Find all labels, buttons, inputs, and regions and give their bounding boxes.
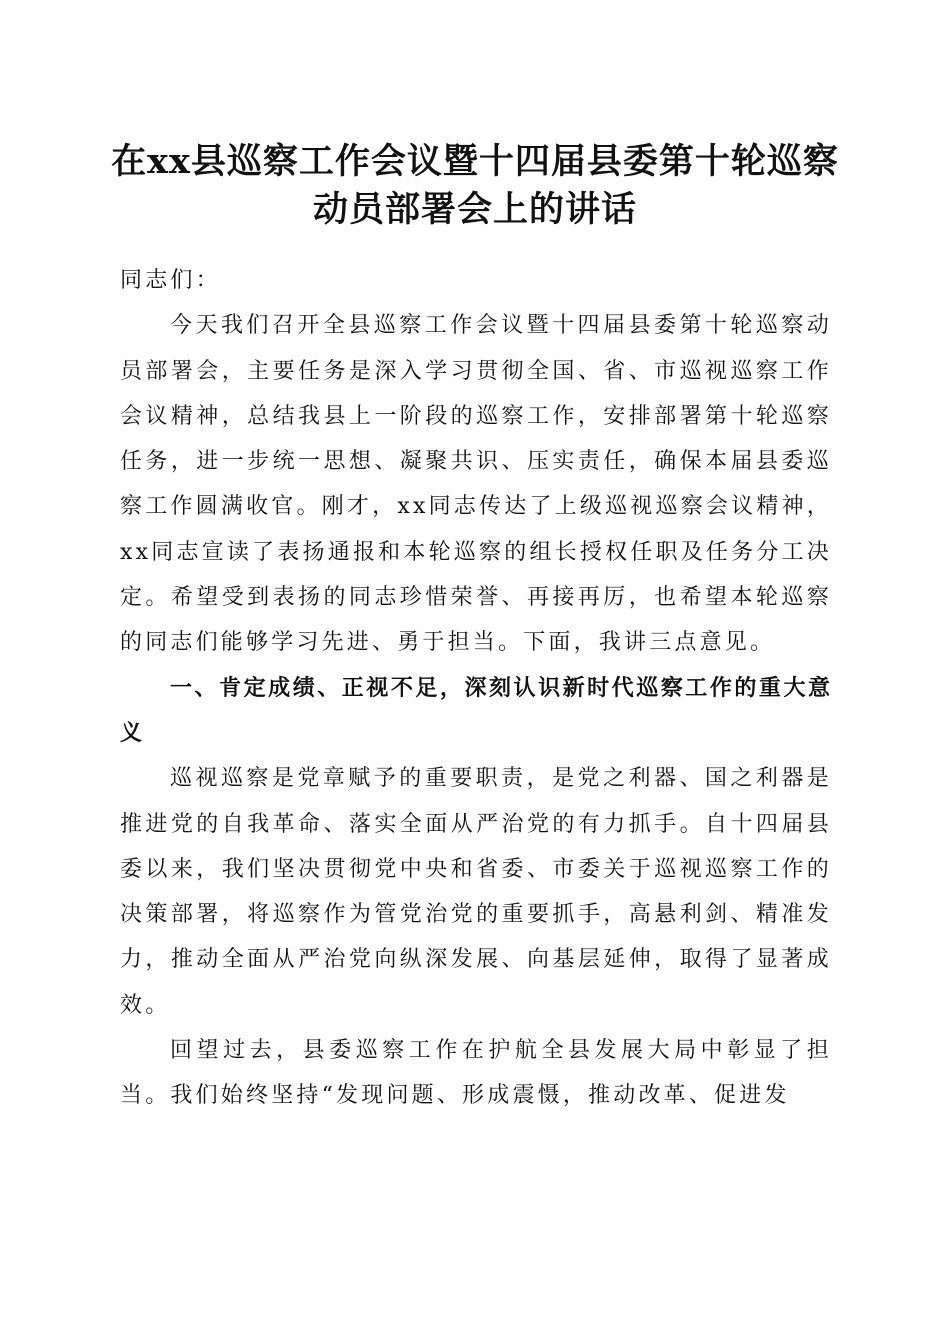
- section-heading-1: 一、肯定成绩、正视不足，深刻认识新时代巡察工作的重大意义: [120, 675, 832, 746]
- paragraph-review: 回望过去，县委巡察工作在护航全县发展大局中彰显了担当。我们始终坚持“发现问题、形成震慑，推动改革、促进发: [120, 1038, 832, 1109]
- paragraph-intro: 今天我们召开全县巡察工作会议暨十四届县委第十轮巡察动员部署会，主要任务是深入学习贯彻全国、省、市巡视巡察工作会议精神，总结我县上一阶段的巡察工作，安排部署第十轮巡察任务，进一步统一思想、凝聚共识、压实责任，确保本届县委巡察工作圆满收官。刚才，xx同志传达了上级巡视巡察会议精神，xx同志宣读了表扬通报和本轮巡察的组长授权任职及任务分工决定。希望受到表扬的同志珍惜荣誉、再接再厉，也希望本轮巡察的同志们能够学习先进、勇于担当。下面，我讲三点意见。: [120, 313, 832, 656]
- document-body: [120, 258, 832, 1119]
- salutation: 同志们：: [120, 268, 221, 293]
- document-title: 在xx县巡察工作会议暨十四届县委第十轮巡察动员部署会上的讲话: [111, 141, 839, 230]
- paragraph-section-1: 巡视巡察是党章赋予的重要职责，是党之利器、国之利器是推进党的自我革命、落实全面从严治党的有力抓手。自十四届县委以来，我们坚决贯彻党中央和省委、市委关于巡视巡察工作的决策部署，将巡察作为管党治党的重要抓手，高悬利剑、精准发力，推动全面从严治党向纵深发展、向基层延伸，取得了显著成效。: [120, 766, 832, 1018]
